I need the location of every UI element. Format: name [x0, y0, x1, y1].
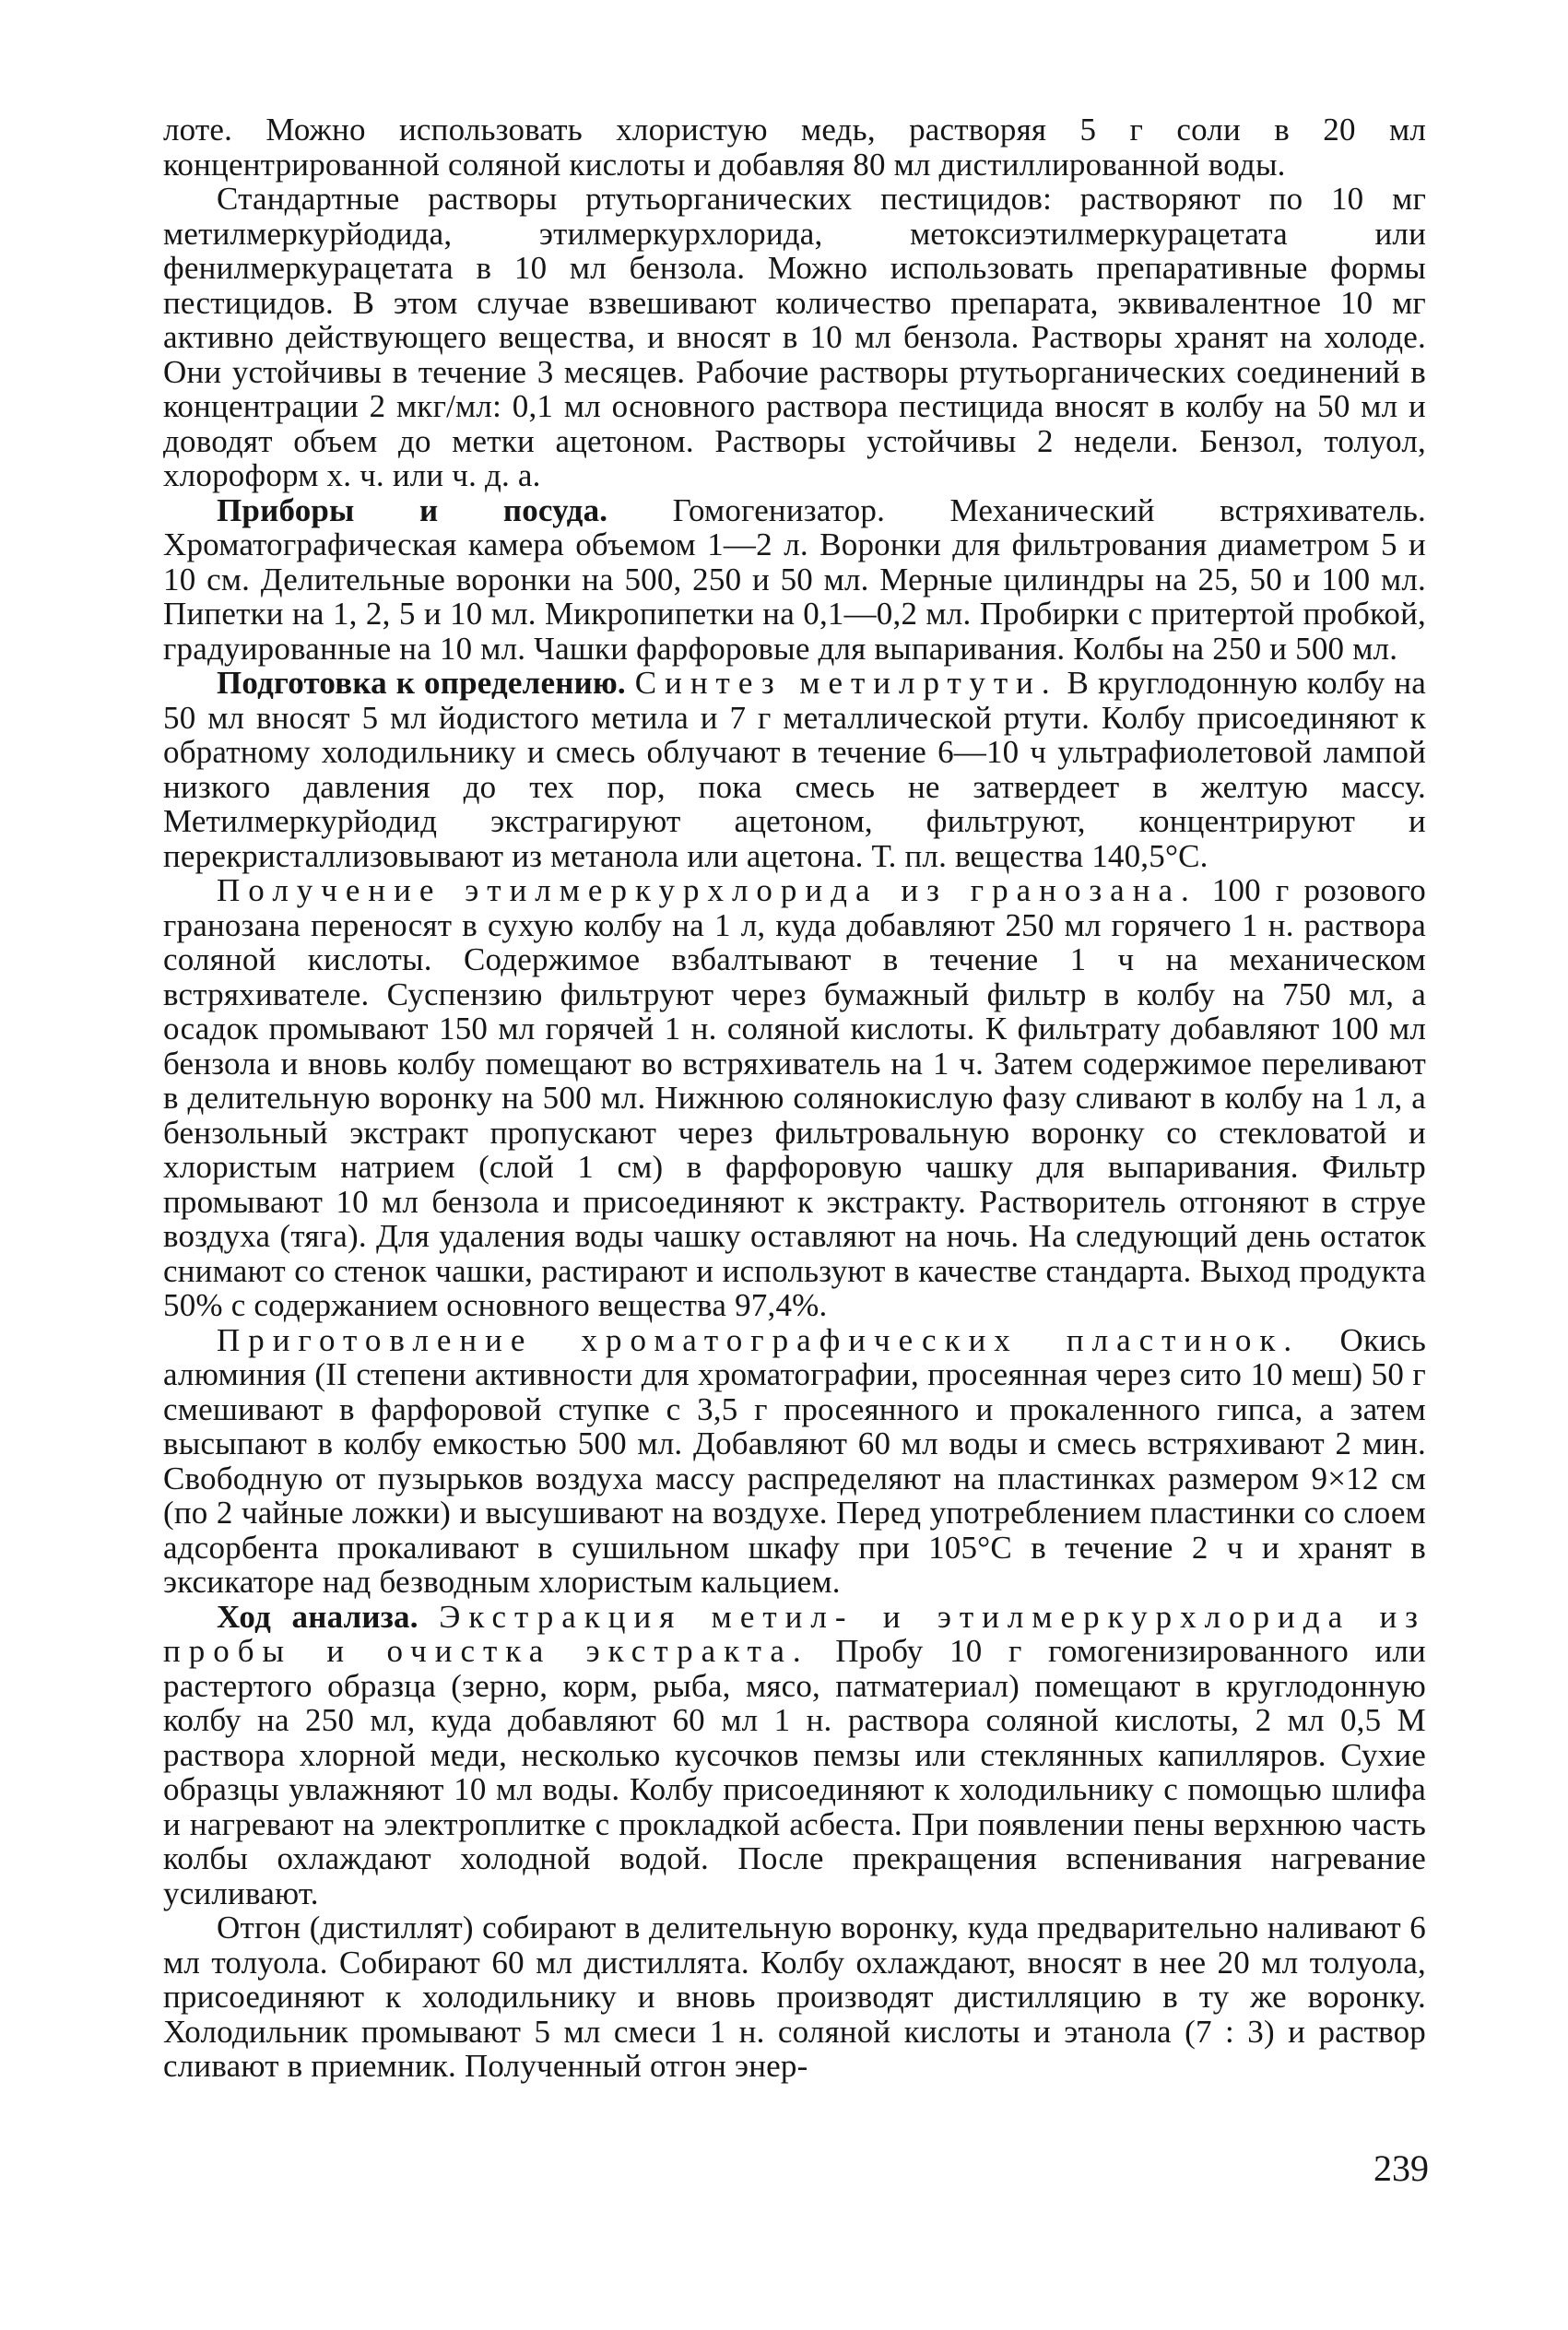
section-heading-equipment: Приборы и посуда.	[217, 491, 608, 528]
page-body	[163, 112, 1426, 2084]
paragraph-continuation: лоте. Можно использовать хлористую медь, растворяя 5 г соли в 20 мл концентрированной соляной кислоты и добавляя 80 мл дистиллированной воды.	[163, 112, 1426, 183]
paragraph-ethylmercury	[163, 873, 1426, 1323]
plates-text: Окись алюминия (II степени активности для хроматографии, просеянная через сито 10 меш) 50 г смешивают в фарфоровой ступке с 3,5 г просеянного и прокаленного гипса, а затем высыпают в колбу емкостью 500 мл. Добавляют 60 мл воды и смесь встряхивают 2 мин. Свободную от пузырьков воздуха массу распределяют на пластинках размером 9×12 см (по 2 чайные ложки) и высушивают на воздухе. Перед употреблением пластинки со слоем адсорбента прокаливают в сушильном шкафу при 105°С в течение 2 ч и хранят в эксикаторе над безводным хлористым кальцием.	[163, 1321, 1427, 1600]
paragraph-preparation	[163, 666, 1426, 873]
subheading-extraction: Экстракция метил- и этилмеркурхлорида из пробы и очистка экстракта.	[163, 1598, 1426, 1669]
paragraph-distillate: Отгон (дистиллят) собирают в делительную воронку, куда предварительно наливают 6 мл толуола. Собирают 60 мл дистиллята. Колбу охлаждают, вносят в нее 20 мл толуола, присоединяют к холодильнику и вновь производят дистилляцию в ту же воронку. Холодильник промывают 5 мл смеси 1 н. соляной кислоты и этанола (7 : 3) и раствор сливают в приемник. Полученный отгон энер-	[163, 1910, 1426, 2084]
page-number: 239	[1373, 2147, 1429, 2189]
paragraph-equipment	[163, 493, 1426, 667]
equipment-text: Гомогенизатор. Механический встряхиватель. Хроматографическая камера объемом 1—2 л. Воронки для фильтрования диаметром 5 и 10 см. Делительные воронки на 500, 250 и 50 мл. Мерные цилиндры на 25, 50 и 100 мл. Пипетки на 1, 2, 5 и 10 мл. Микропипетки на 0,1—0,2 мл. Пробирки с притертой пробкой, градуированные на 10 мл. Чашки фарфоровые для выпаривания. Колбы на 250 и 500 мл.	[163, 491, 1426, 667]
ethylmercury-text: 100 г розового гранозана переносят в сухую колбу на 1 л, куда добавляют 250 мл горячего 1 н. раствора соляной кислоты. Содержимое взбалтывают в течение 1 ч на механическом встряхивателе. Суспензию фильтруют через бумажный фильтр в колбу на 750 мл, а осадок промывают 150 мл горячей 1 н. соляной кислоты. К фильтрату добавляют 100 мл бензола и вновь колбу помещают во встряхиватель на 1 ч. Затем содержимое переливают в делительную воронку на 500 мл. Нижнюю солянокислую фазу сливают в колбу на 1 л, а бензольный экстракт пропускают через фильтровальную воронку со стекловатой и хлористым натрием (слой 1 см) в фарфоровую чашку для выпаривания. Фильтр промывают 10 мл бензола и присоединяют к экстракту. Растворитель отгоняют в струе воздуха (тяга). Для удаления воды чашку оставляют на ночь. На следующий день остаток снимают со стенок чашки, растирают и используют в качестве стандарта. Выход продукта 50% с содержанием основного вещества 97,4%.	[163, 872, 1427, 1323]
synthesis-text: В круглодонную колбу на 50 мл вносят 5 мл йодистого метила и 7 г металлической ртути. Колбу присоединяют к обратному холодильнику и смесь облучают в течение 6—10 ч ультрафиолетовой лампой низкого давления до тех пор, пока смесь не затвердеет в желтую массу. Метилмеркурйодид экстрагируют ацетоном, фильтруют, концентрируют и перекристаллизовывают из метанола или ацетона. Т. пл. вещества 140,5°С.	[163, 665, 1427, 874]
subheading-plates: Приготовление хроматографических пластинок.	[217, 1321, 1301, 1358]
paragraph-standard-solutions: Стандартные растворы ртутьорганических пестицидов: растворяют по 10 мг метилмеркурйодида, этилмеркурхлорида, метоксиэтилмеркурацетата или фенилмеркурацетата в 10 мл бензола. Можно использовать препаративные формы пестицидов. В этом случае взвешивают количество препарата, эквивалентное 10 мг активно действующего вещества, и вносят в 10 мл бензола. Растворы хранят на холоде. Они устойчивы в течение 3 месяцев. Рабочие растворы ртутьорганических соединений в концентрации 2 мкг/мл: 0,1 мл основного раствора пестицида вносят в колбу на 50 мл и доводят объем до метки ацетоном. Растворы устойчивы 2 недели. Бензол, толуол, хлороформ х. ч. или ч. д. а.	[163, 181, 1426, 493]
section-heading-preparation: Подготовка к определению.	[217, 665, 626, 701]
paragraph-analysis	[163, 1600, 1426, 1911]
section-heading-analysis: Ход анализа.	[217, 1598, 419, 1635]
paragraph-plates	[163, 1323, 1426, 1600]
subheading-ethylmercury: Получение этилмеркурхлорида из гранозана.	[217, 872, 1197, 908]
analysis-text: Пробу 10 г гомогенизированного или растертого образца (зерно, корм, рыба, мясо, патматериал) помещают в круглодонную колбу на 250 мл, куда добавляют 60 мл 1 н. раствора соляной кислоты, 2 мл 0,5 М раствора хлорной меди, несколько кусочков пемзы или стеклянных капилляров. Сухие образцы увлажняют 10 мл воды. Колбу присоединяют к холодильнику с помощью шлифа и нагревают на электроплитке с прокладкой асбеста. При появлении пены верхнюю часть колбы охлаждают холодной водой. После прекращения вспенивания нагревание усиливают.	[163, 1633, 1426, 1911]
subheading-synthesis: Синтез метилртути.	[634, 665, 1058, 701]
